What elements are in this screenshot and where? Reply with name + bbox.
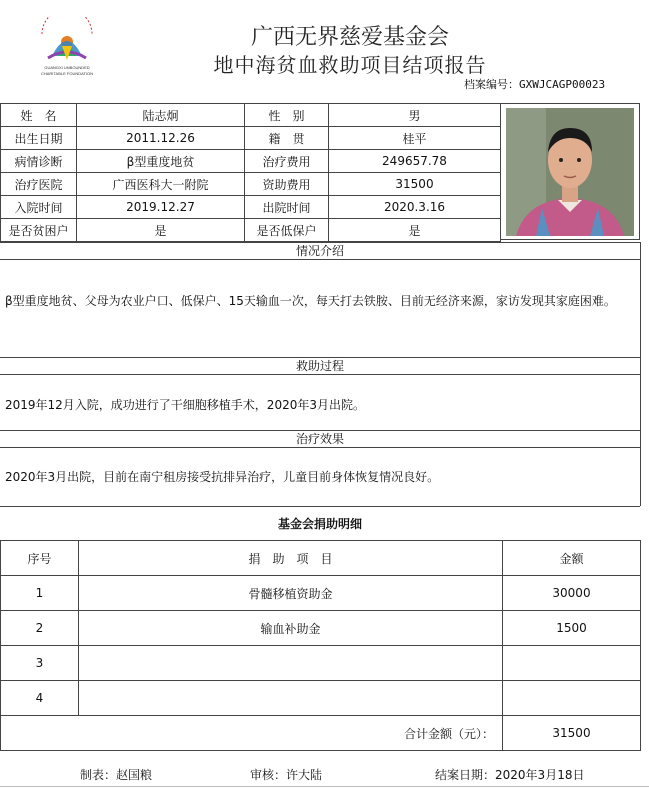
- patient-photo-frame: [500, 103, 640, 240]
- date-label: 结案日期：: [435, 768, 496, 782]
- total-row: [1, 716, 641, 751]
- maker-label: 制表：: [80, 768, 117, 782]
- cell-value: 陆志炯: [77, 104, 245, 127]
- cell-value: 2020.3.16: [329, 196, 501, 219]
- table-row: [1, 127, 501, 150]
- row-amount: [503, 646, 641, 681]
- row-no: 4: [1, 681, 79, 716]
- cell-label: 病情诊断: [1, 150, 77, 173]
- foundation-logo: [34, 16, 100, 78]
- footer-maker: [80, 766, 152, 783]
- report-header: [0, 0, 649, 100]
- cell-label: 出生日期: [1, 127, 77, 150]
- cell-label: 资助费用: [245, 173, 329, 196]
- cell-label: 入院时间: [1, 196, 77, 219]
- cell-value: 广西医科大一附院: [77, 173, 245, 196]
- situation-text: β型重度地贫、父母为农业户口、低保户、15天输血一次，每天打去铁胺、目前无经济来源，家访发现其家庭困难。: [5, 294, 616, 308]
- row-item: [79, 681, 503, 716]
- row-amount: 1500: [503, 611, 641, 646]
- row-amount: [503, 681, 641, 716]
- date-value: 2020年3月18日: [495, 768, 585, 782]
- cell-value: 31500: [329, 173, 501, 196]
- table-row: [1, 611, 641, 646]
- table-row: [1, 173, 501, 196]
- maker-name: 赵国粮: [116, 768, 153, 782]
- cell-label: 是否低保户: [245, 219, 329, 242]
- cell-value: 桂平: [329, 127, 501, 150]
- row-no: 1: [1, 576, 79, 611]
- footer-date: [435, 766, 584, 783]
- effect-text: 2020年3月出院，目前在南宁租房接受抗排异治疗，儿童目前身体恢复情况良好。: [5, 470, 440, 484]
- cell-value: 是: [329, 219, 501, 242]
- row-no: 3: [1, 646, 79, 681]
- report-title: 地中海贫血救助项目结项报告: [213, 53, 487, 77]
- org-name: 广西无界慈爱基金会: [250, 25, 449, 50]
- total-amount: 31500: [503, 716, 641, 751]
- row-item: 骨髓移植资助金: [79, 576, 503, 611]
- total-label: 合计金额（元）：: [79, 716, 503, 751]
- row-item: 输血补助金: [79, 611, 503, 646]
- donation-title: 基金会捐助明细: [0, 506, 640, 541]
- table-row: [1, 576, 641, 611]
- table-row: [1, 196, 501, 219]
- cell-label: 是否贫困户: [1, 219, 77, 242]
- col-header-amount: 金额: [503, 541, 641, 576]
- total-empty-cell: [1, 716, 79, 751]
- cell-label: 籍 贯: [245, 127, 329, 150]
- row-no: 2: [1, 611, 79, 646]
- cell-value: 男: [329, 104, 501, 127]
- table-row: [1, 104, 501, 127]
- table-row: [1, 646, 641, 681]
- row-amount: 30000: [503, 576, 641, 611]
- footer-reviewer: [250, 766, 322, 783]
- patient-photo: [506, 108, 634, 236]
- file-number: [464, 76, 605, 92]
- patient-info-table: [0, 103, 501, 242]
- cell-label: 治疗医院: [1, 173, 77, 196]
- cell-value: 2011.12.26: [77, 127, 245, 150]
- row-item: [79, 646, 503, 681]
- table-row: [1, 219, 501, 242]
- cell-label: 治疗费用: [245, 150, 329, 173]
- table-row: [1, 681, 641, 716]
- svg-text:CHARITABLE FOUNDATION: CHARITABLE FOUNDATION: [40, 71, 94, 76]
- process-header: 救助过程: [0, 357, 640, 375]
- reviewer-label: 审核：: [250, 768, 287, 782]
- reviewer-name: 许大陆: [286, 768, 323, 782]
- cell-value: 是: [77, 219, 245, 242]
- situation-header: 情况介绍: [0, 242, 640, 260]
- section-border-right: [640, 242, 641, 506]
- cell-label: 姓 名: [1, 104, 77, 127]
- table-row: [1, 150, 501, 173]
- cell-label: 出院时间: [245, 196, 329, 219]
- bottom-divider: [0, 786, 649, 787]
- table-header-row: [1, 541, 641, 576]
- file-number-value: GXWJCAGP00023: [519, 78, 606, 91]
- file-number-label: 档案编号：: [464, 78, 519, 91]
- cell-value: 2019.12.27: [77, 196, 245, 219]
- cell-label: 性 别: [245, 104, 329, 127]
- donation-table: [0, 540, 641, 751]
- effect-header: 治疗效果: [0, 430, 640, 448]
- col-header-item: 捐 助 项 目: [79, 541, 503, 576]
- cell-value: 249657.78: [329, 150, 501, 173]
- cell-value: β型重度地贫: [77, 150, 245, 173]
- svg-text:GUANGXI UNBOUNDED: GUANGXI UNBOUNDED: [44, 65, 90, 70]
- col-header-no: 序号: [1, 541, 79, 576]
- process-text: 2019年12月入院，成功进行了干细胞移植手术，2020年3月出院。: [5, 398, 365, 412]
